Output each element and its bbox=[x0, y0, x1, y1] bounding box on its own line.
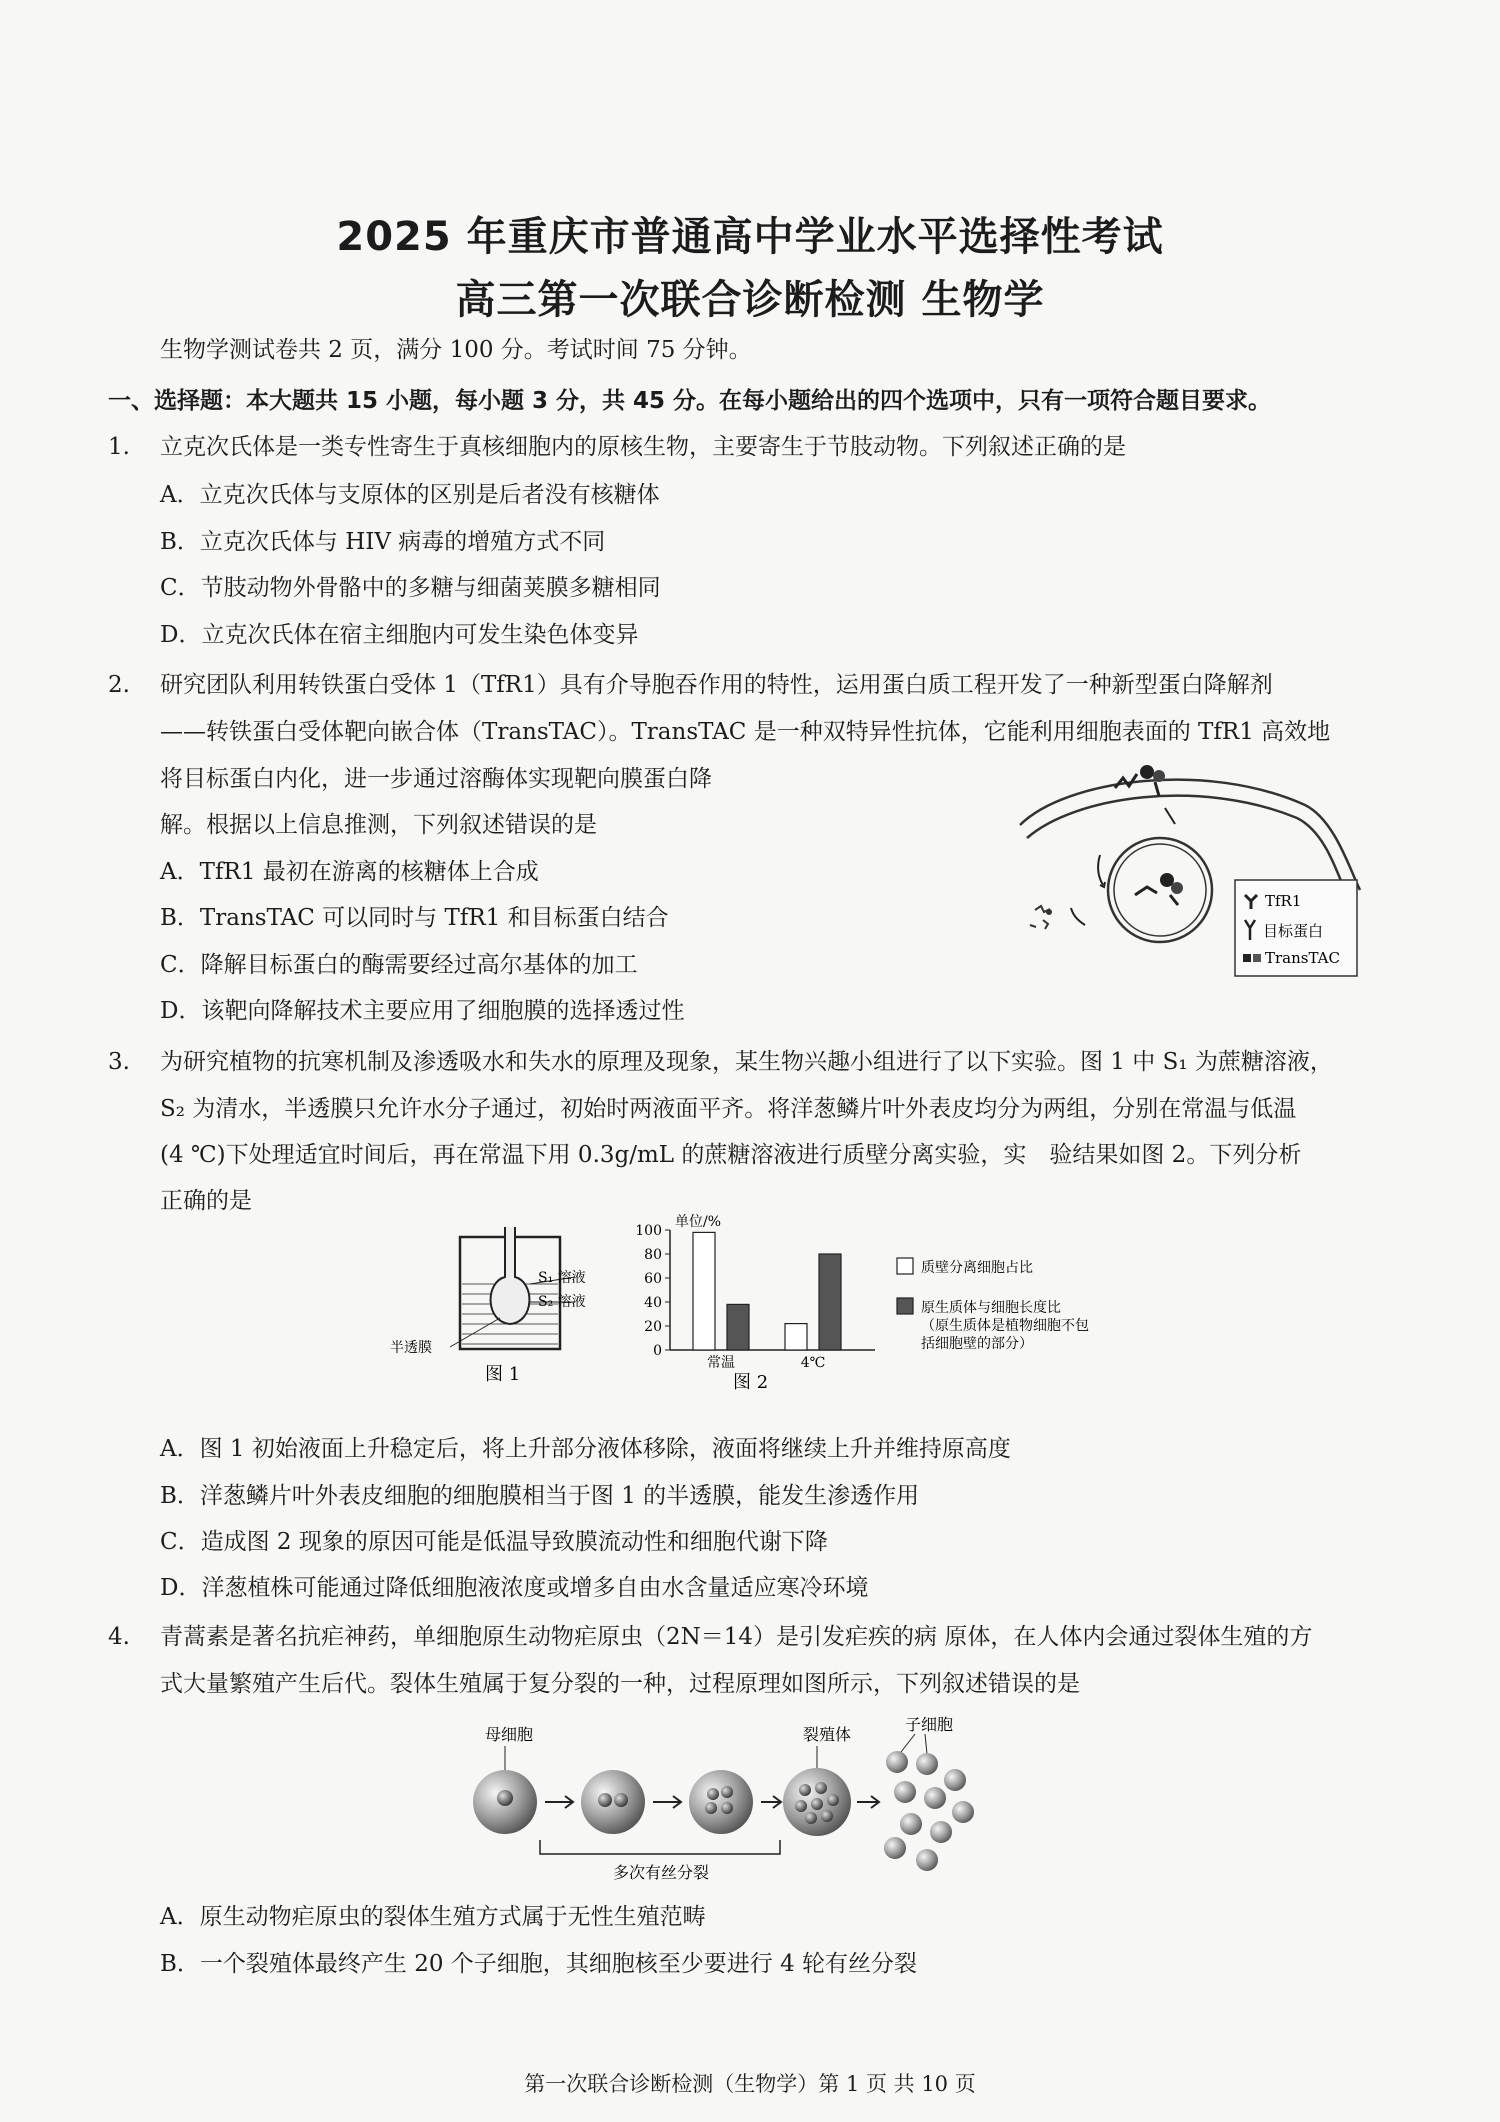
schizont bbox=[783, 1768, 851, 1836]
vesicle bbox=[1108, 838, 1212, 942]
legend-swatch-white bbox=[897, 1258, 913, 1274]
legend-series-1: 质壁分离细胞占比 bbox=[921, 1260, 1033, 1276]
legend-note-line2: 括细胞壁的部分） bbox=[921, 1336, 1033, 1352]
option-c: C．节肢动物外骨骼中的多糖与细菌荚膜多糖相同 bbox=[160, 575, 661, 601]
osmosis-beaker-figure bbox=[390, 1222, 620, 1387]
option-b: B．立克次氏体与 HIV 病毒的增殖方式不同 bbox=[160, 529, 606, 555]
arrow-icon bbox=[1098, 855, 1103, 885]
transtac-diagram bbox=[1005, 760, 1365, 985]
question-stem: 为研究植物的抗寒机制及渗透吸水和失水的原理及现象，某生物兴趣小组进行了以下实验。图 1 中 S₁ 为蔗糖溶液， bbox=[160, 1049, 1333, 1075]
degraded-protein-icon bbox=[1030, 906, 1051, 929]
legend-swatch-dark bbox=[897, 1298, 913, 1314]
option-b: B．洋葱鳞片叶外表皮细胞的细胞膜相当于图 1 的半透膜，能发生渗透作用 bbox=[160, 1483, 920, 1509]
option-b: B．TransTAC 可以同时与 TfR1 和目标蛋白结合 bbox=[160, 905, 669, 931]
question-stem: S₂ 为清水，半透膜只允许水分子通过，初始时两液面平齐。将洋葱鳞片叶外表皮均分为两组，分别在常温与低温 bbox=[160, 1096, 1297, 1122]
y-tick-label: 40 bbox=[644, 1295, 662, 1311]
legend-series-2: 原生质体与细胞长度比 bbox=[921, 1300, 1061, 1316]
legend-transtac: TransTAC bbox=[1265, 949, 1340, 967]
option-b: B．一个裂殖体最终产生 20 个子细胞，其细胞核至少要进行 4 轮有丝分裂 bbox=[160, 1951, 918, 1977]
question-stem: 正确的是 bbox=[160, 1188, 252, 1214]
bar-plasmolysis-ratio bbox=[785, 1324, 807, 1350]
question-number: 1. bbox=[108, 434, 130, 460]
option-d: D．洋葱植株可能通过降低细胞液浓度或增多自由水含量适应寒冷环境 bbox=[160, 1575, 869, 1601]
exam-title-line2: 高三第一次联合诊断检测 生物学 bbox=[455, 277, 1045, 323]
page-footer: 第一次联合诊断检测（生物学）第 1 页 共 10 页 bbox=[524, 2072, 976, 2096]
label-s1: S₁ 溶液 bbox=[538, 1270, 586, 1286]
x-category-label: 4℃ bbox=[800, 1355, 826, 1371]
option-d: D．立克次氏体在宿主细胞内可发生染色体变异 bbox=[160, 622, 639, 648]
label-membrane: 半透膜 bbox=[390, 1340, 432, 1356]
question-stem: (4 ℃)下处理适宜时间后，再在常温下用 0.3g/mL 的蔗糖溶液进行质壁分离实验，实 验结果如图 2。下列分析 bbox=[160, 1142, 1302, 1168]
label-schizont: 裂殖体 bbox=[803, 1725, 852, 1744]
option-a: A．立克次氏体与支原体的区别是后者没有核糖体 bbox=[160, 482, 660, 508]
question-stem: 解。根据以上信息推测，下列叙述错误的是 bbox=[160, 812, 597, 838]
y-tick-label: 20 bbox=[644, 1319, 662, 1335]
arrow-icon bbox=[653, 1796, 681, 1808]
option-a: A．原生动物疟原虫的裂体生殖方式属于无性生殖范畴 bbox=[160, 1904, 706, 1930]
option-a: A．TfR1 最初在游离的核糖体上合成 bbox=[160, 859, 539, 885]
y-axis-label: 单位/% bbox=[675, 1214, 722, 1230]
legend-tfr1: TfR1 bbox=[1265, 892, 1302, 910]
label-mother-cell: 母细胞 bbox=[485, 1725, 534, 1744]
label-daughter-cells: 子细胞 bbox=[905, 1715, 954, 1734]
label-s2: S₂ 溶液 bbox=[538, 1294, 586, 1310]
mother-cell bbox=[473, 1770, 537, 1834]
option-d: D．该靶向降解技术主要应用了细胞膜的选择透过性 bbox=[160, 998, 685, 1024]
exam-title-line1: 2025 年重庆市普通高中学业水平选择性考试 bbox=[336, 214, 1164, 260]
x-category-label: 常温 bbox=[707, 1355, 735, 1371]
y-tick-label: 60 bbox=[644, 1271, 662, 1287]
question-stem: 研究团队利用转铁蛋白受体 1（TfR1）具有介导胞吞作用的特性，运用蛋白质工程开发了一种新型蛋白降解剂 bbox=[160, 672, 1273, 698]
internalized-complex-icon bbox=[1135, 873, 1183, 905]
legend-note-line1: （原生质体是植物细胞不包 bbox=[921, 1318, 1089, 1334]
arrow-icon bbox=[857, 1796, 879, 1808]
bar-plasmolysis-ratio bbox=[693, 1232, 715, 1350]
daughter-cells bbox=[884, 1751, 974, 1871]
question-number: 2. bbox=[108, 672, 130, 698]
question-number: 3. bbox=[108, 1049, 130, 1075]
funnel bbox=[491, 1227, 530, 1324]
multi-nucleus-cell bbox=[689, 1770, 753, 1834]
question-number: 4. bbox=[108, 1624, 130, 1650]
arrow-icon bbox=[545, 1796, 573, 1808]
bar-chart bbox=[625, 1210, 1145, 1395]
question-stem: 立克次氏体是一类专性寄生于真核细胞内的原核生物，主要寄生于节肢动物。下列叙述正确的是 bbox=[160, 434, 1126, 460]
exam-intro: 生物学测试卷共 2 页，满分 100 分。考试时间 75 分钟。 bbox=[160, 337, 752, 363]
arrow-icon bbox=[761, 1796, 781, 1808]
question-stem: ——转铁蛋白受体靶向嵌合体（TransTAC）。TransTAC 是一种双特异性抗体，它能利用细胞表面的 TfR1 高效地 bbox=[160, 719, 1331, 745]
y-tick-label: 0 bbox=[653, 1343, 662, 1359]
question-stem: 青蒿素是著名抗疟神药，单细胞原生动物疟原虫（2N＝14）是引发疟疾的病 原体，在人体内会通过裂体生殖的方 bbox=[160, 1624, 1313, 1650]
y-tick-label: 80 bbox=[644, 1247, 662, 1263]
figure-1-caption: 图 1 bbox=[485, 1364, 521, 1385]
question-stem: 式大量繁殖产生后代。裂体生殖属于复分裂的一种，过程原理如图所示，下列叙述错误的是 bbox=[160, 1671, 1080, 1697]
arrow-icon bbox=[1165, 808, 1175, 824]
label-mitosis: 多次有丝分裂 bbox=[613, 1863, 710, 1882]
question-stem: 将目标蛋白内化，进一步通过溶酶体实现靶向膜蛋白降 bbox=[160, 766, 712, 792]
bar-protoplast-ratio bbox=[727, 1304, 749, 1350]
option-a: A．图 1 初始液面上升稳定后，将上升部分液体移除，液面将继续上升并维持原高度 bbox=[160, 1436, 1011, 1462]
bar-protoplast-ratio bbox=[819, 1254, 841, 1350]
legend-target-protein: 目标蛋白 bbox=[1263, 922, 1324, 940]
schizogony-diagram bbox=[465, 1712, 985, 1882]
two-nucleus-cell bbox=[581, 1770, 645, 1834]
arrow-icon bbox=[1071, 908, 1085, 925]
section-heading: 一、选择题：本大题共 15 小题，每小题 3 分，共 45 分。在每小题给出的四个选项中，只有一项符合题目要求。 bbox=[108, 388, 1272, 414]
bracket bbox=[540, 1840, 780, 1854]
option-c: C．降解目标蛋白的酶需要经过高尔基体的加工 bbox=[160, 952, 638, 978]
figure-2-caption: 图 2 bbox=[733, 1372, 769, 1393]
option-c: C．造成图 2 现象的原因可能是低温导致膜流动性和细胞代谢下降 bbox=[160, 1529, 828, 1555]
y-tick-label: 100 bbox=[635, 1223, 662, 1239]
